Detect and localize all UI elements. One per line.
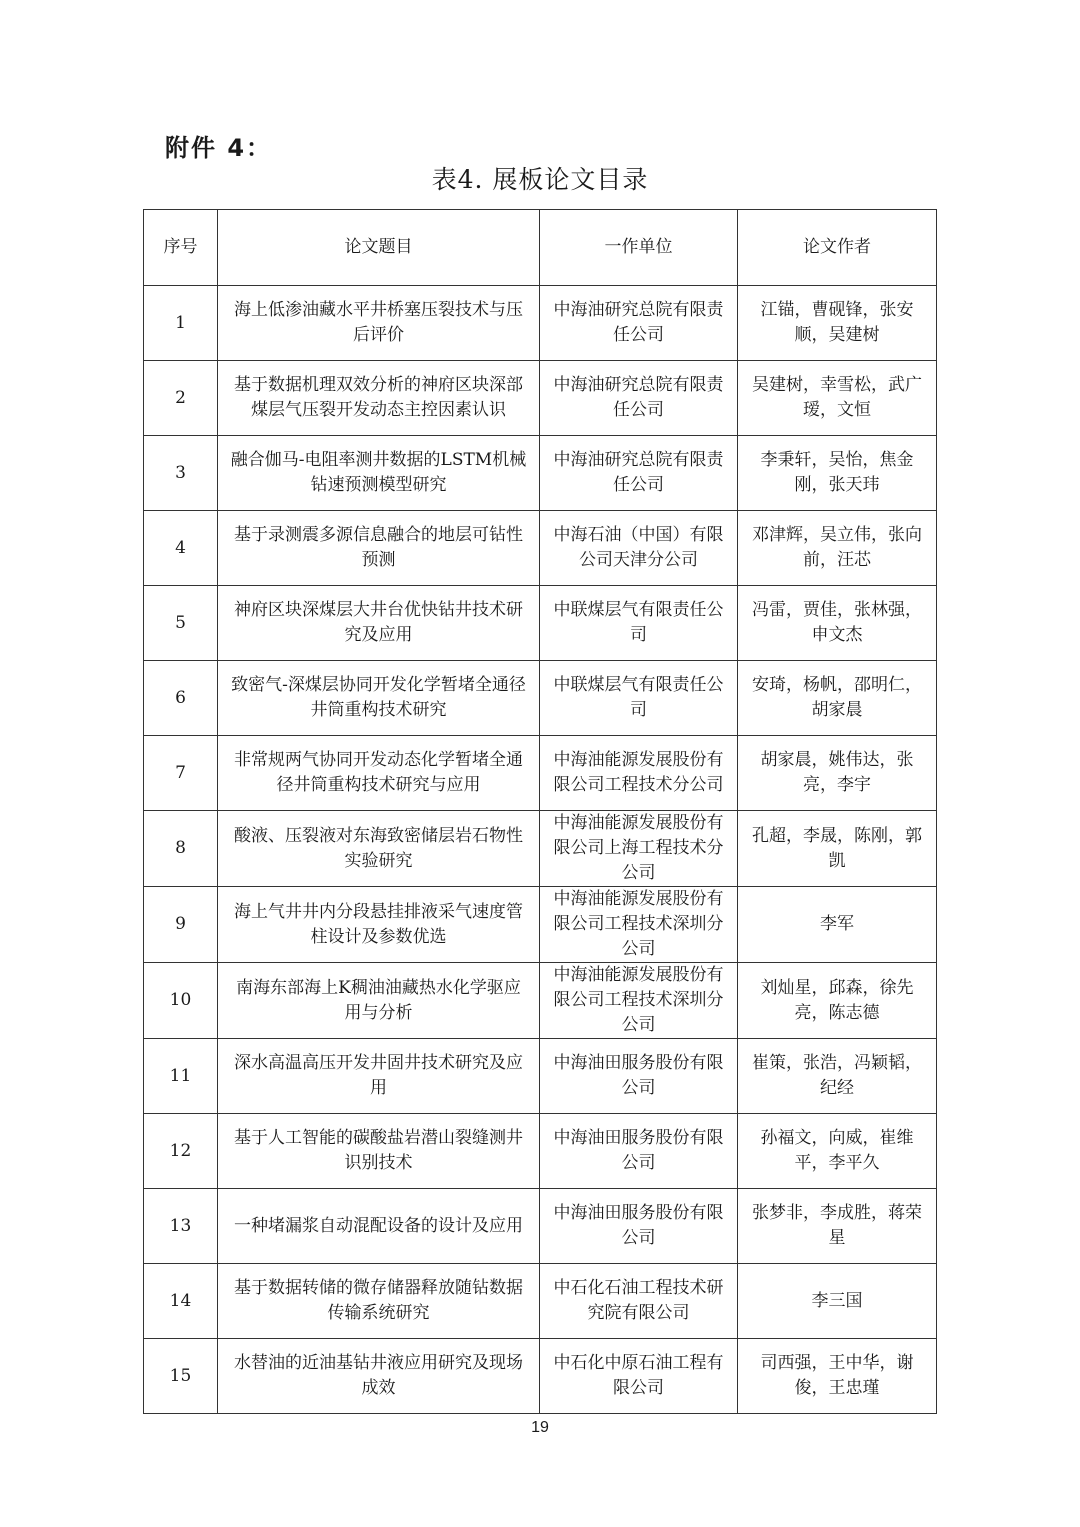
row-authors: 邓津辉，吴立伟，张向前，汪芯 bbox=[738, 511, 937, 586]
row-title: 水替油的近油基钻井液应用研究及现场成效 bbox=[218, 1339, 540, 1414]
row-title: 基于数据机理双效分析的神府区块深部煤层气压裂开发动态主控因素认识 bbox=[218, 361, 540, 436]
row-title: 基于数据转储的微存储器释放随钻数据传输系统研究 bbox=[218, 1264, 540, 1339]
table-row bbox=[144, 511, 937, 586]
paper-catalog-table bbox=[143, 209, 937, 1414]
row-unit: 中海油研究总院有限责任公司 bbox=[540, 436, 738, 511]
row-title: 基于录测震多源信息融合的地层可钻性预测 bbox=[218, 511, 540, 586]
row-unit: 中联煤层气有限责任公司 bbox=[540, 661, 738, 736]
table-header-row bbox=[144, 210, 937, 286]
row-no: 14 bbox=[144, 1264, 218, 1339]
header-authors: 论文作者 bbox=[738, 210, 937, 286]
row-no: 15 bbox=[144, 1339, 218, 1414]
row-authors: 江锚，曹砚锋，张安顺，吴建树 bbox=[738, 286, 937, 361]
row-authors: 崔策，张浩，冯颖韬，纪经 bbox=[738, 1039, 937, 1114]
row-unit: 中海油研究总院有限责任公司 bbox=[540, 361, 738, 436]
table-row bbox=[144, 887, 937, 963]
header-no: 序号 bbox=[144, 210, 218, 286]
row-title: 南海东部海上K稠油油藏热水化学驱应用与分析 bbox=[218, 963, 540, 1039]
row-authors: 李军 bbox=[738, 887, 937, 963]
row-unit: 中海油能源发展股份有限公司工程技术深圳分公司 bbox=[540, 963, 738, 1039]
row-unit: 中海油田服务股份有限公司 bbox=[540, 1114, 738, 1189]
row-title: 海上低渗油藏水平井桥塞压裂技术与压后评价 bbox=[218, 286, 540, 361]
table-row bbox=[144, 286, 937, 361]
row-unit: 中海油能源发展股份有限公司工程技术分公司 bbox=[540, 736, 738, 811]
row-authors: 刘灿星，邱森，徐先亮，陈志德 bbox=[738, 963, 937, 1039]
table-row bbox=[144, 1339, 937, 1414]
row-authors: 吴建树，幸雪松，武广瑷，文恒 bbox=[738, 361, 937, 436]
row-no: 1 bbox=[144, 286, 218, 361]
row-no: 12 bbox=[144, 1114, 218, 1189]
row-authors: 张梦非，李成胜，蒋荣星 bbox=[738, 1189, 937, 1264]
row-title: 海上气井井内分段悬挂排液采气速度管柱设计及参数优选 bbox=[218, 887, 540, 963]
row-unit: 中海石油（中国）有限公司天津分公司 bbox=[540, 511, 738, 586]
row-authors: 胡家晨，姚伟达，张亮，李宇 bbox=[738, 736, 937, 811]
row-authors: 司西强，王中华，谢俊，王忠瑾 bbox=[738, 1339, 937, 1414]
row-no: 7 bbox=[144, 736, 218, 811]
row-no: 8 bbox=[144, 811, 218, 887]
row-unit: 中海油田服务股份有限公司 bbox=[540, 1039, 738, 1114]
row-authors: 李三国 bbox=[738, 1264, 937, 1339]
table-row bbox=[144, 1114, 937, 1189]
row-authors: 孙福文，向威，崔维平，李平久 bbox=[738, 1114, 937, 1189]
row-title: 酸液、压裂液对东海致密储层岩石物性实验研究 bbox=[218, 811, 540, 887]
row-no: 11 bbox=[144, 1039, 218, 1114]
row-no: 10 bbox=[144, 963, 218, 1039]
row-authors: 冯雷，贾佳，张林强，申文杰 bbox=[738, 586, 937, 661]
row-no: 5 bbox=[144, 586, 218, 661]
row-no: 4 bbox=[144, 511, 218, 586]
table-row bbox=[144, 586, 937, 661]
table-title: 表4. 展板论文目录 bbox=[431, 165, 649, 194]
header-title: 论文题目 bbox=[218, 210, 540, 286]
header-unit: 一作单位 bbox=[540, 210, 738, 286]
attachment-label: 附件 4： bbox=[165, 134, 273, 162]
row-title: 融合伽马-电阻率测井数据的LSTM机械钻速预测模型研究 bbox=[218, 436, 540, 511]
row-unit: 中联煤层气有限责任公司 bbox=[540, 586, 738, 661]
table-row bbox=[144, 736, 937, 811]
table-row bbox=[144, 1039, 937, 1114]
row-unit: 中石化中原石油工程有限公司 bbox=[540, 1339, 738, 1414]
row-no: 3 bbox=[144, 436, 218, 511]
row-title: 深水高温高压开发井固井技术研究及应用 bbox=[218, 1039, 540, 1114]
row-title: 致密气-深煤层协同开发化学暂堵全通径井筒重构技术研究 bbox=[218, 661, 540, 736]
row-unit: 中海油田服务股份有限公司 bbox=[540, 1189, 738, 1264]
row-unit: 中海油研究总院有限责任公司 bbox=[540, 286, 738, 361]
row-title: 基于人工智能的碳酸盐岩潜山裂缝测井识别技术 bbox=[218, 1114, 540, 1189]
table-row bbox=[144, 811, 937, 887]
row-no: 13 bbox=[144, 1189, 218, 1264]
row-no: 2 bbox=[144, 361, 218, 436]
row-authors: 安琦，杨帆，邵明仁，胡家晨 bbox=[738, 661, 937, 736]
table-body bbox=[144, 286, 937, 1414]
row-no: 6 bbox=[144, 661, 218, 736]
row-no: 9 bbox=[144, 887, 218, 963]
table-row bbox=[144, 661, 937, 736]
row-unit: 中石化石油工程技术研究院有限公司 bbox=[540, 1264, 738, 1339]
row-authors: 李秉轩，吴怡，焦金刚，张天玮 bbox=[738, 436, 937, 511]
row-unit: 中海油能源发展股份有限公司工程技术深圳分公司 bbox=[540, 887, 738, 963]
row-authors: 孔超，李晟，陈刚，郭凯 bbox=[738, 811, 937, 887]
row-unit: 中海油能源发展股份有限公司上海工程技术分公司 bbox=[540, 811, 738, 887]
table-row bbox=[144, 963, 937, 1039]
row-title: 神府区块深煤层大井台优快钻井技术研究及应用 bbox=[218, 586, 540, 661]
row-title: 非常规两气协同开发动态化学暂堵全通径井筒重构技术研究与应用 bbox=[218, 736, 540, 811]
table-row bbox=[144, 1189, 937, 1264]
table-row bbox=[144, 1264, 937, 1339]
table-row bbox=[144, 436, 937, 511]
table-row bbox=[144, 361, 937, 436]
page-number: 19 bbox=[531, 1419, 549, 1436]
row-title: 一种堵漏浆自动混配设备的设计及应用 bbox=[218, 1189, 540, 1264]
